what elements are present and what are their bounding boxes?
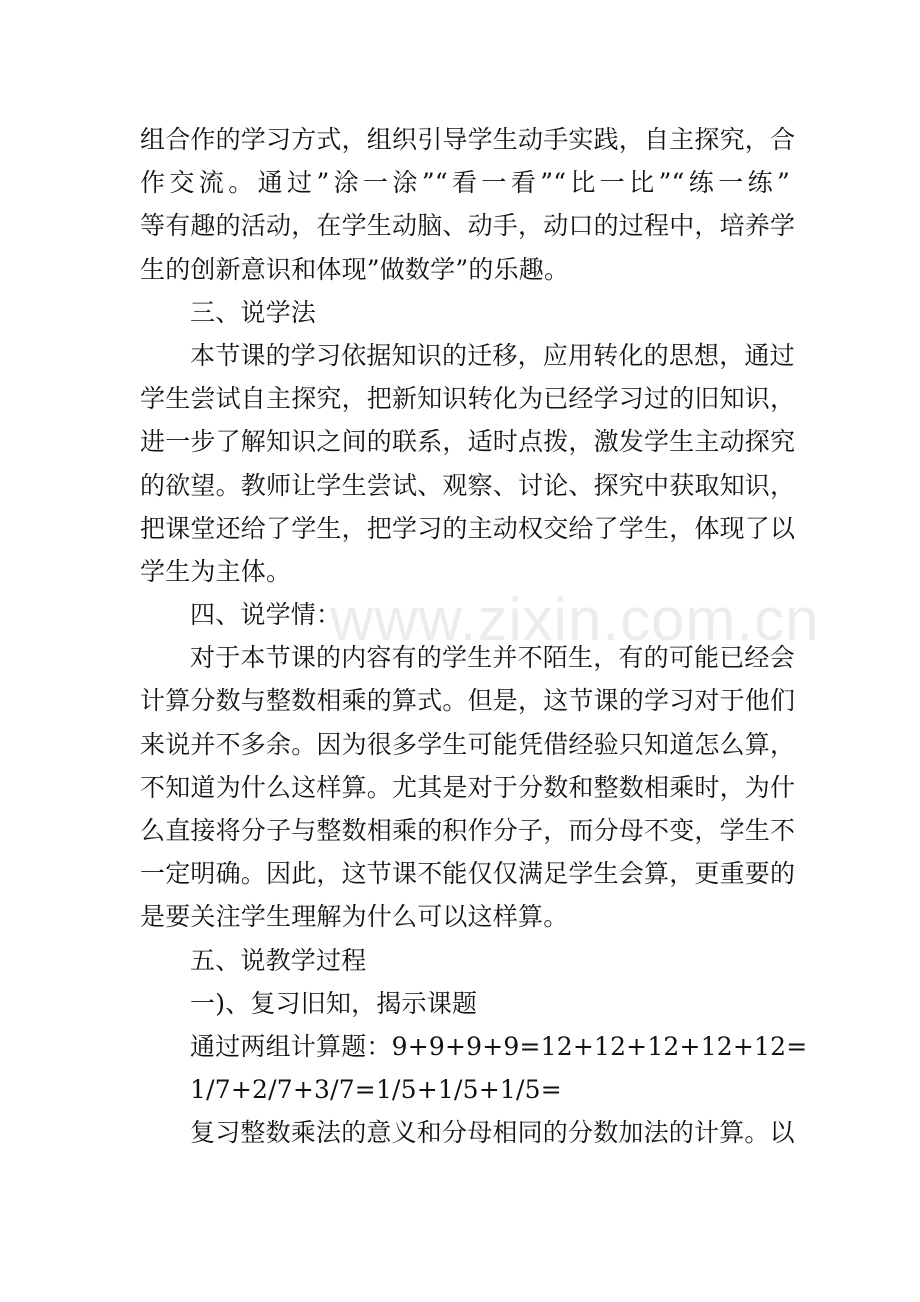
document-page xyxy=(140,118,808,1155)
text-line: 把课堂还给了学生，把学习的主动权交给了学生，体现了以 xyxy=(140,513,796,543)
text-line: 学生尝试自主探究，把新知识转化为已经学习过的旧知识， xyxy=(140,384,796,414)
text-line: 计算分数与整数相乘的算式。但是，这节课的学习对于他们 xyxy=(140,686,796,716)
paragraph-start: 对于本节课的内容有的学生并不陌生，有的可能已经会 xyxy=(190,643,795,673)
text-line: 等有趣的活动，在学生动脑、动手，动口的过程中，培养学 xyxy=(140,211,796,241)
subsection-heading: 一)、复习旧知，揭示课题 xyxy=(190,988,478,1018)
paragraph-start: 本节课的学习依据知识的迁移，应用转化的思想，通过 xyxy=(190,340,795,370)
paragraph-start: 复习整数乘法的意义和分母相同的分数加法的计算。以 xyxy=(190,1118,795,1148)
text-line: 生的创新意识和体现”做数学”的乐趣。 xyxy=(140,254,570,284)
text-line: 么直接将分子与整数相乘的积作分子，而分母不变，学生不 xyxy=(140,816,796,845)
section-heading: 四、说学情： xyxy=(190,600,342,630)
text-line: 进一步了解知识之间的联系，适时点拨，激发学生主动探究 xyxy=(140,427,796,457)
section-heading: 三、说学法 xyxy=(190,297,317,327)
text-line: 作交流。通过”涂一涂”“看一看”“比一比”“练一练” xyxy=(140,168,790,198)
text-line: 是要关注学生理解为什么可以这样算。 xyxy=(140,902,569,932)
math-line: 通过两组计算题：9+9+9+9=12+12+12+12+12= xyxy=(190,1031,808,1061)
text-line: 组合作的学习方式，组织引导学生动手实践，自主探究，合 xyxy=(140,125,796,154)
text-line: 来说并不多余。因为很多学生可能凭借经验只知道怎么算， xyxy=(140,729,796,759)
watermark: www.zixin.com.cn xyxy=(330,586,820,653)
text-line: 学生为主体。 xyxy=(140,556,292,586)
section-heading: 五、说教学过程 xyxy=(190,945,367,975)
text-line: 一定明确。因此，这节课不能仅仅满足学生会算，更重要的 xyxy=(140,859,796,889)
text-line: 的欲望。教师让学生尝试、观察、讨论、探究中获取知识， xyxy=(140,470,796,500)
math-line: 1/7+2/7+3/7=1/5+1/5+1/5= xyxy=(190,1075,562,1105)
text-line: 不知道为什么这样算。尤其是对于分数和整数相乘时，为什 xyxy=(140,772,796,802)
